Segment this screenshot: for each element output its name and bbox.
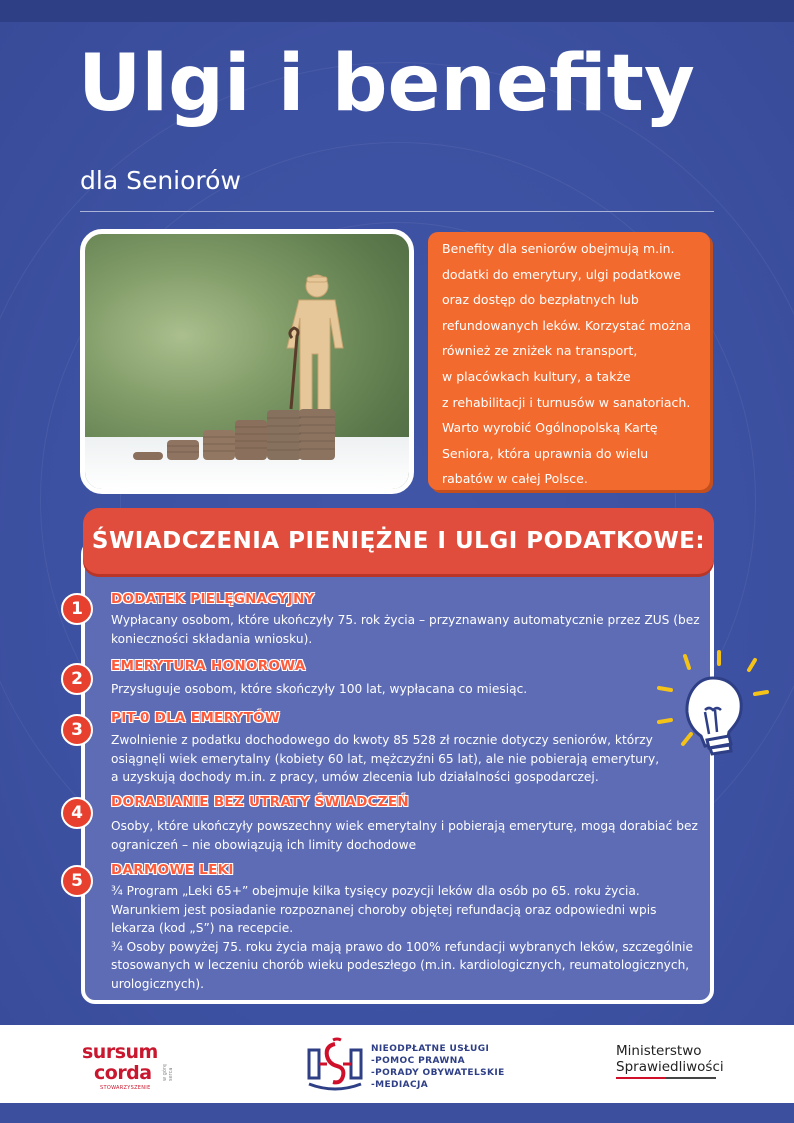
np-line: -POMOC PRAWNA [371,1056,466,1066]
ministerstwo-logo [616,1043,724,1075]
page-title: Ulgi i benefity [78,39,695,129]
divider [80,211,714,212]
item-number-5: 5 [61,865,93,897]
section-heading: ŚWIADCZENIA PIENIĘŻNE I ULGI PODATKOWE: [91,528,706,554]
item-line: ¾ Osoby powyżej 75. roku życia mają prawo do 100% refundacji wybranych leków, szczególnie [111,939,693,954]
item-title-4: DORABIANIE BEZ UTRATY ŚWIADCZEŃ [111,794,409,810]
sursum-sub: STOWARZYSZENIE [100,1085,151,1091]
intro-line: również ze zniżek na transport, [442,343,638,359]
item-title-5: DARMOWE LEKI [111,862,234,878]
item-number-2: 2 [61,663,93,695]
intro-line: Warto wyrobić Ogólnopolską Kartę [442,420,658,436]
np-line: -MEDIACJA [371,1080,429,1090]
item-number-1: 1 [61,593,93,625]
ms-line-2: Sprawiedliwości [616,1059,724,1075]
item-title-1: DODATEK PIELĘGNACYJNY [111,591,315,607]
nieodplatne-uslugi-text [371,1043,505,1091]
intro-box [428,232,710,490]
item-text-3 [111,731,701,787]
item-text-1 [111,611,701,648]
item-line: Warunkiem jest posiadanie rozpoznanej choroby objętej refundacją oraz odpowiedni wpis [111,902,657,917]
item-title-2: EMERYTURA HONOROWA [111,658,306,674]
intro-line: Benefity dla seniorów obejmują m.in. [442,241,675,256]
intro-line: dodatki do emerytury, ulgi podatkowe [442,266,681,282]
item-line: Wypłacany osobom, które ukończyły 75. rok życia – przyznawany automatycznie przez ZUS (bez [111,613,700,627]
ms-underline [616,1077,716,1079]
item-line: a uzyskują dochody m.in. z pracy, umów zlecenia lub działalności gospodarczej. [111,770,599,784]
np-line: NIEODPŁATNE USŁUGI [371,1044,490,1054]
intro-line: Seniora, która uprawnia do wielu [442,445,649,461]
lightbulb-icon [655,648,773,766]
item-line: ograniczeń – nie obowiązują ich limity dochodowe [111,837,417,852]
item-line: lekarza (kod „S”) na recepcie. [111,921,294,935]
item-line: Zwolnienie z podatku dochodowego do kwoty 85 528 zł rocznie dotyczy seniorów, którzy [111,733,653,747]
section-banner [83,508,714,574]
sursum-word: sursum [82,1041,158,1063]
item-line: osiągnęli wiek emerytalny (kobiety 60 lat, mężczyźni 65 lat), ale nie pobierają emerytury, [111,751,660,766]
item-line: stosowanych w leczeniu chorób wieku podeszłego (m.in. kardiologicznych, reumatologicznych, [111,958,690,972]
item-line: Osoby, które ukończyły powszechny wiek emerytalny i pobierają emeryturę, mogą dorabiać bez [111,819,698,833]
intro-line: z rehabilitacji i turnusów w sanatoriach. [442,394,691,410]
np-line: -PORADY OBYWATELSKIE [371,1068,505,1078]
bottom-bar [0,1103,794,1123]
coins-figure-illustration [85,234,409,489]
intro-line: oraz dostęp do bezpłatnych lub [442,292,639,308]
intro-line: refundowanych leków. Korzystać można [442,317,692,333]
item-text-2 [111,680,701,699]
corda-word: corda [94,1062,152,1084]
item-line: urologicznych). [111,976,204,991]
seniors-coins-photo [80,229,414,494]
intro-line: rabatów w całej Polsce. [442,471,588,487]
item-line: ¾ Program „Leki 65+” obejmuje kilka tysięcy pozycji leków dla osób po 65. roku życia. [111,884,640,898]
intro-line: w placówkach kultury, a także [442,368,631,384]
page-subtitle: dla Seniorów [80,166,241,195]
sursum-corda-logo [82,1033,182,1093]
scales-of-justice-icon [305,1036,365,1094]
item-line: konieczności składania wniosku). [111,631,313,646]
item-number-3: 3 [61,714,93,746]
item-title-3: PIT-0 DLA EMERYTÓW [111,710,281,726]
item-number-4: 4 [61,797,93,829]
item-line: Przysługuje osobom, które skończyły 100 lat, wypłacana co miesiąc. [111,682,528,696]
item-text-5 [111,882,701,993]
top-bar [0,0,794,22]
item-text-4 [111,817,701,854]
ms-line-1: Ministerstwo [616,1043,702,1059]
sursum-tag: w górę serca [162,1063,174,1081]
